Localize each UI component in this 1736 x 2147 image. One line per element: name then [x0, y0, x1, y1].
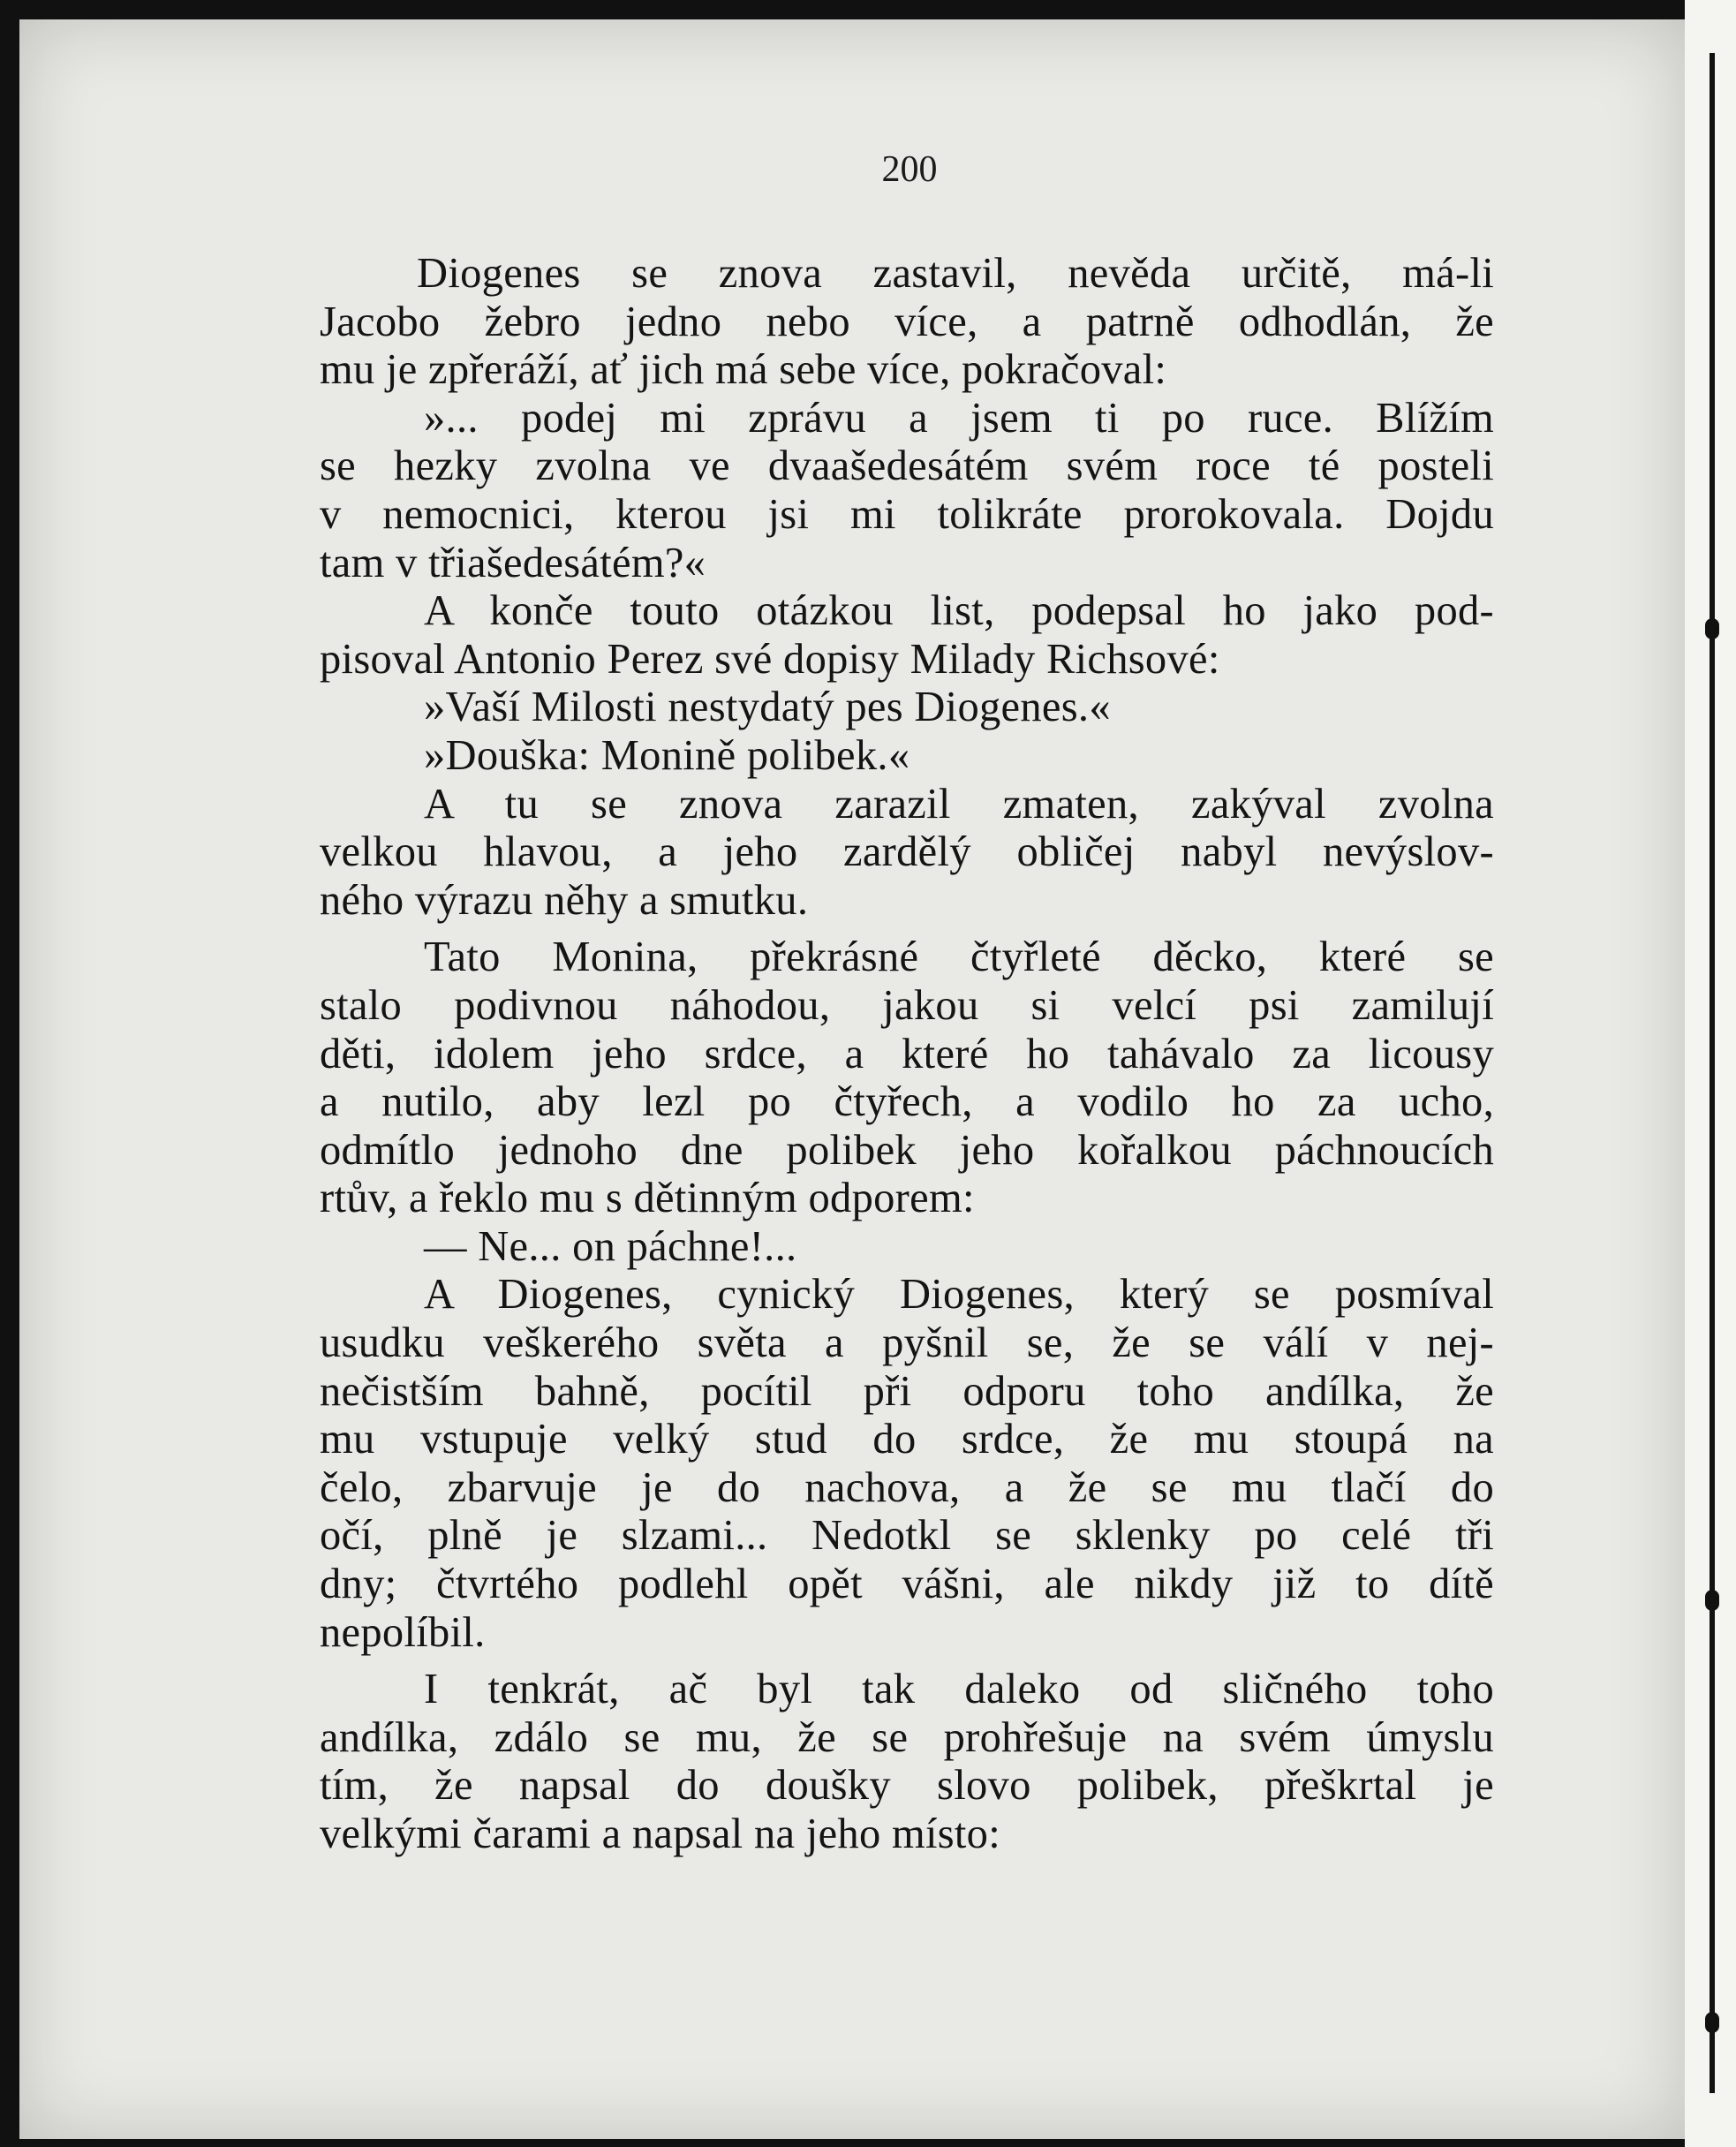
page-number: 200: [881, 149, 938, 190]
text-line: »Vaší Milosti nestydatý pes Diogenes.«: [424, 684, 1111, 731]
text-line: Tato Monina, překrásné čtyřleté děcko, které se: [424, 934, 1494, 981]
text-line: rtův, a řeklo mu s dětinným odporem:: [320, 1175, 975, 1222]
text-line: a nutilo, aby lezl po čtyřech, a vodilo ho za ucho,: [320, 1078, 1494, 1126]
text-line: v nemocnici, kterou jsi mi tolikráte prorokovala. Dojdu: [320, 490, 1494, 538]
text-line: nečistším bahně, pocítil při odporu toho andílka, že: [320, 1367, 1494, 1415]
text-line: děti, idolem jeho srdce, a které ho tahávalo za licousy: [320, 1030, 1494, 1077]
page-edge: [1685, 0, 1736, 2147]
text-line: »... podej mi zprávu a jsem ti po ruce. Blížím: [424, 394, 1494, 442]
text-line: ného výrazu něhy a smutku.: [320, 876, 809, 924]
text-line: Jacobo žebro jedno nebo více, a patrně odhodlán, že: [320, 298, 1494, 345]
edge-rule: [1710, 53, 1715, 2093]
text-line: odmítlo jednoho dne polibek jeho kořalkou páchnoucích: [320, 1126, 1494, 1174]
text-line: se hezky zvolna ve dvaašedesátém svém roce té posteli: [320, 442, 1494, 490]
text-line: dny; čtvrtého podlehl opět vášni, ale nikdy již to dítě: [320, 1561, 1494, 1608]
edge-mark: [1705, 2012, 1719, 2033]
text-line: Diogenes se znova zastavil, nevěda určitě, má-li: [417, 250, 1494, 297]
text-line: A tu se znova zarazil zmaten, zakýval zvolna: [424, 780, 1494, 828]
text-line: velkou hlavou, a jeho zardělý obličej nabyl nevýslov-: [320, 828, 1494, 876]
text-line: — Ne... on páchne!...: [424, 1222, 797, 1270]
body-text: [320, 250, 1494, 1859]
text-line: tím, že napsal do doušky slovo polibek, přeškrtal je: [320, 1762, 1494, 1810]
text-line: velkými čarami a napsal na jeho místo:: [320, 1811, 1001, 1857]
text-line: mu vstupuje velký stud do srdce, že mu stoupá na: [320, 1416, 1494, 1463]
edge-mark: [1705, 1590, 1719, 1611]
text-line: usudku veškerého světa a pyšnil se, že se válí v nej-: [320, 1319, 1494, 1367]
text-line: »Douška: Monině polibek.«: [424, 731, 910, 779]
text-line: nepolíbil.: [320, 1608, 486, 1656]
text-line: I tenkrát, ač byl tak daleko od sličného toho: [424, 1666, 1494, 1713]
text-line: A Diogenes, cynický Diogenes, který se posmíval: [424, 1271, 1494, 1319]
text-line: tam v třiašedesátém?«: [320, 539, 706, 586]
text-line: očí, plně je slzami... Nedotkl se sklenky po celé tři: [320, 1512, 1494, 1560]
text-line: A konče touto otázkou list, podepsal ho jako pod-: [424, 587, 1494, 635]
text-line: pisoval Antonio Perez své dopisy Milady Richsové:: [320, 635, 1220, 683]
text-line: mu je zpřeráží, ať jich má sebe více, pokračoval:: [320, 346, 1167, 394]
text-line: andílka, zdálo se mu, že se prohřešuje na svém úmyslu: [320, 1713, 1494, 1761]
edge-mark: [1705, 618, 1719, 639]
text-line: čelo, zbarvuje je do nachova, a že se mu tlačí do: [320, 1463, 1494, 1511]
text-line: stalo podivnou náhodou, jakou si velcí psi zamilují: [320, 981, 1494, 1029]
